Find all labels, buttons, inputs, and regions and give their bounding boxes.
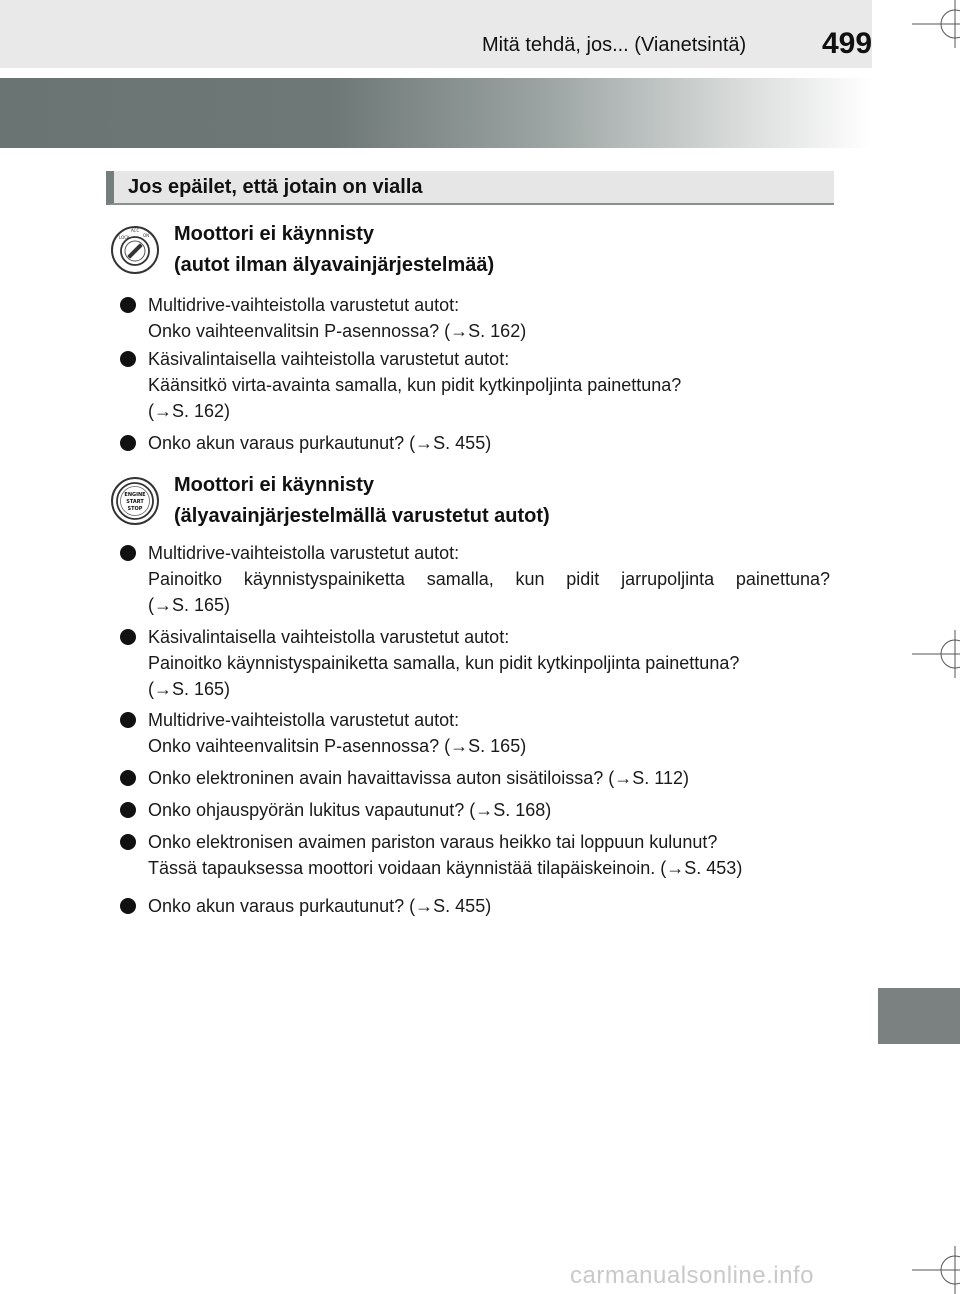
bullet-icon — [120, 629, 136, 645]
icon-label: START — [126, 499, 144, 505]
subsection-heading-2 — [174, 470, 550, 532]
page-header — [0, 0, 872, 68]
bullet-icon — [120, 802, 136, 818]
bullet-icon — [120, 435, 136, 451]
ignition-key-switch-icon — [110, 225, 160, 275]
item-text: Multidrive-vaihteistolla varustetut autot: — [148, 710, 460, 730]
icon-label: STOP — [127, 506, 143, 512]
item-text: Käsivalintaisella vaihteistolla varustetut autot: — [148, 349, 510, 369]
subsection-heading-1-line2: (autot ilman älyavainjärjestelmää) — [174, 254, 495, 276]
svg-text:ACC: ACC — [131, 228, 140, 233]
crop-mark-bottom-right — [912, 1246, 960, 1294]
header-title: Mitä tehdä, jos... (Vianetsintä) — [482, 34, 747, 56]
crop-mark-middle-right — [912, 630, 960, 678]
bullet-icon — [120, 770, 136, 786]
item-text: (→S. 165) — [148, 679, 231, 699]
item-text: Käsivalintaisella vaihteistolla varustetut autot: — [148, 627, 510, 647]
bullet-icon — [120, 545, 136, 561]
item-text: Multidrive-vaihteistolla varustetut autot: — [148, 295, 460, 315]
chapter-tab — [878, 988, 960, 1044]
item-text: Onko akun varaus purkautunut? (→S. 455) — [148, 896, 492, 916]
item-text: Multidrive-vaihteistolla varustetut autot: — [148, 543, 460, 563]
watermark: carmanualsonline.info — [570, 1262, 814, 1289]
svg-text:ON: ON — [143, 233, 150, 238]
item-text: Onko ohjauspyörän lukitus vapautunut? (→S. 168) — [148, 800, 552, 820]
item-text: Painoitko käynnistyspainiketta samalla, kun pidit kytkinpoljinta painettuna? — [148, 653, 740, 673]
item-text: Onko vaihteenvalitsin P-asennossa? (→S. 165) — [148, 736, 527, 756]
bullet-icon — [120, 712, 136, 728]
item-text: Tässä tapauksessa moottori voidaan käynnistää tilapäiskeinoin. (→S. 453) — [148, 858, 743, 878]
subsection-heading-1 — [174, 219, 494, 281]
item-text: Onko vaihteenvalitsin P-asennossa? (→S. 162) — [148, 321, 527, 341]
icon-label: ENGINE — [124, 492, 146, 498]
bullet-icon — [120, 834, 136, 850]
item-text: (→S. 165) — [148, 595, 231, 615]
page-number: 499 — [822, 27, 873, 60]
item-text: Onko elektroninen avain havaittavissa auton sisätiloissa? (→S. 112) — [148, 768, 689, 788]
crop-mark-top-right — [912, 0, 960, 48]
bullet-icon — [120, 297, 136, 313]
item-text: Painoitko käynnistyspainiketta samalla, kun pidit jarrupoljinta painettuna? — [148, 569, 830, 589]
svg-text:LOCK: LOCK — [119, 235, 130, 240]
engine-start-stop-button-icon — [110, 476, 160, 526]
subsection-heading-1-line1: Moottori ei käynnisty — [174, 223, 375, 245]
subsection-heading-2-line2: (älyavainjärjestelmällä varustetut autot) — [174, 505, 550, 527]
item-text: Onko elektronisen avaimen pariston varaus heikko tai loppuun kulunut? — [148, 832, 718, 852]
chapter-banner — [0, 78, 872, 148]
section-header — [106, 171, 834, 205]
section-title: Jos epäilet, että jotain on vialla — [128, 176, 423, 198]
item-text: (→S. 162) — [148, 401, 231, 421]
bullet-icon — [120, 898, 136, 914]
bullet-icon — [120, 351, 136, 367]
item-text: Käänsitkö virta-avainta samalla, kun pidit kytkinpoljinta painettuna? — [148, 375, 682, 395]
item-text: Onko akun varaus purkautunut? (→S. 455) — [148, 433, 492, 453]
subsection-heading-2-line1: Moottori ei käynnisty — [174, 474, 375, 496]
